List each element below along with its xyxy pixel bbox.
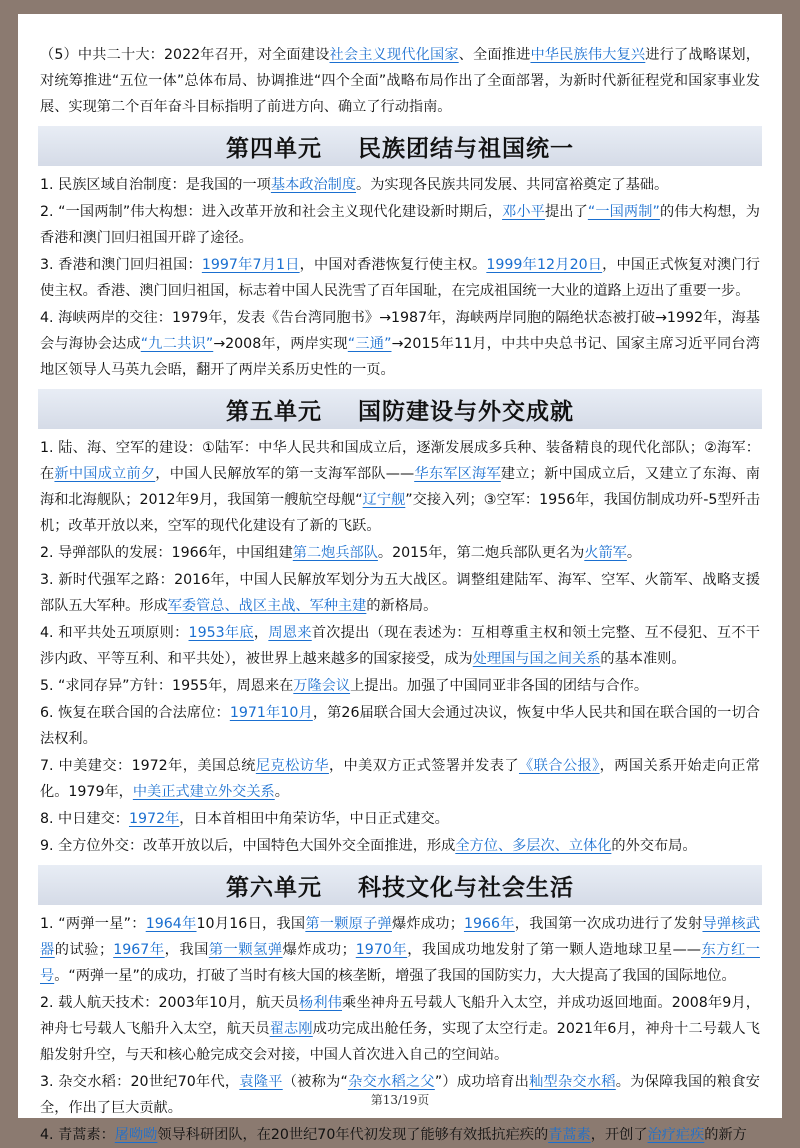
text-run: ，中国正式恢复对澳门行使主权。香港、澳门回归祖国，标志着中国人民洗雪了百年国耻，在完成祖国统一大业的道路上迈出了重要一步。	[40, 257, 760, 299]
keyword-highlight: 翟志刚	[269, 1021, 313, 1037]
text-run: ，我国成功地发射了第一颗人造地球卫星——	[407, 942, 701, 958]
text-run: 、全面推进	[458, 47, 531, 63]
text-run: ，两国关系开始走向正常化。1979年，	[40, 758, 760, 800]
text-run: 6. 恢复在联合国的合法席位：	[40, 705, 230, 721]
list-item	[40, 700, 760, 752]
page-content	[18, 14, 782, 1148]
unit-heading-band	[38, 389, 762, 429]
keyword-highlight: 第二炮兵部队	[292, 545, 378, 561]
keyword-highlight: 社会主义现代化国家	[329, 47, 459, 63]
keyword-highlight: 新中国成立前夕	[54, 466, 156, 482]
text-run: 的新方	[704, 1127, 747, 1143]
list-item	[40, 990, 760, 1068]
keyword-highlight: 屠呦呦	[114, 1127, 158, 1143]
text-run: 4. 海峡两岸的交往：1979年，发表《告台湾同胞书》→1987年，海峡两岸同胞的隔绝状态被打破→1992年，海基会与海协会达成	[40, 310, 760, 352]
text-run: 上提出。加强了中国同亚非各国的团结与合作。	[350, 678, 649, 694]
list-item	[40, 199, 760, 251]
keyword-highlight: 《联合公报》	[518, 758, 600, 774]
text-run: 成功完成出舱任务，实现了太空行走。2021年6月，神舟十二号载人飞船发射升空，与天和核心舱完成交会对接，中国人首次进入自己的空间站。	[40, 1021, 760, 1063]
keyword-highlight: 1997年7月1日	[201, 257, 300, 273]
keyword-highlight: 杨利伟	[299, 995, 343, 1011]
list-item	[40, 305, 760, 383]
keyword-highlight: 治疗疟疾	[647, 1127, 705, 1143]
unit-heading-title: 第六单元 科技文化与社会生活	[225, 873, 575, 901]
list-item	[40, 435, 760, 539]
document-page	[18, 14, 782, 1143]
text-run: ，中国人民解放军的第一支海军部队——	[155, 466, 415, 482]
text-run: 4. 青蒿素：	[40, 1127, 115, 1143]
keyword-highlight: “九二共识”	[140, 336, 214, 352]
list-item	[40, 567, 760, 619]
text-run: 。为实现各民族共同发展、共同富裕奠定了基础。	[356, 177, 669, 193]
list-item	[40, 1122, 760, 1148]
text-run: ”交接入列；③空军：1956年，我国仿制成功歼-5型歼击机；改革开放以来，空军的现代化建设有了新的飞跃。	[40, 492, 761, 534]
keyword-highlight: 青蒿素	[548, 1127, 591, 1143]
keyword-highlight: 籼型杂交水稻	[529, 1074, 616, 1090]
text-run: ”）成功培育出	[434, 1074, 530, 1090]
keyword-highlight: 全方位、多层次、立体化	[455, 838, 612, 854]
keyword-highlight: 1970年	[355, 942, 408, 958]
keyword-highlight: 辽宁舰	[362, 492, 406, 508]
text-run: ，开创了	[590, 1127, 648, 1143]
list-item	[40, 673, 760, 699]
keyword-highlight: 第一颗原子弹	[305, 916, 392, 932]
text-run: ，	[253, 625, 269, 641]
keyword-highlight: 袁隆平	[239, 1074, 283, 1090]
text-run: 1. “两弹一星”：	[40, 916, 146, 932]
text-run: 进行了战略谋划，对统筹推进“五位一体”总体布局、协调推进“四个全面”战略布局作出了全面部署，为新时代新征程党和国家事业发展、实现第二个百年奋斗目标指明了前进方向、确立了行动指南。	[40, 47, 760, 115]
keyword-highlight: 军委管总、战区主战、军种主建	[167, 598, 367, 614]
keyword-highlight: 1972年	[128, 811, 180, 827]
text-run: 。“两弹一星”的成功，打破了当时有核大国的核垄断，增强了我国的国防实力，大大提高了我国的国际地位。	[54, 968, 736, 984]
text-run: ，中国对香港恢复行使主权。	[299, 257, 487, 273]
keyword-highlight: 中美正式建立外交关系	[132, 784, 275, 800]
text-run: ，日本首相田中角荣访华，中日正式建交。	[179, 811, 449, 827]
keyword-highlight: 处理国与国之间关系	[472, 651, 601, 667]
text-run: 7. 中美建交：1972年，美国总统	[40, 758, 256, 774]
keyword-highlight: 1971年10月	[229, 705, 313, 721]
text-run: （5）中共二十大：2022年召开，对全面建设	[40, 47, 330, 63]
unit-heading-band	[38, 126, 762, 166]
text-run: 。	[274, 784, 289, 800]
keyword-highlight: “一国两制”	[587, 204, 660, 220]
list-item	[40, 833, 760, 859]
keyword-highlight: 中华民族伟大复兴	[530, 47, 646, 63]
keyword-highlight: 导弹核武器	[40, 916, 760, 958]
keyword-highlight: 1964年	[145, 916, 197, 932]
text-run: 2. “一国两制”伟大构想：进入改革开放和社会主义现代化建设新时期后，	[40, 204, 503, 220]
text-run: 1. 民族区域自治制度：是我国的一项	[40, 177, 271, 193]
text-run: （被称为“	[282, 1074, 348, 1090]
keyword-highlight: 1967年	[113, 942, 165, 958]
text-run: 的基本准则。	[600, 651, 686, 667]
keyword-highlight: 东方红一号	[40, 942, 760, 984]
text-run: 10月16日，我国	[196, 916, 306, 932]
unit-heading-band	[38, 865, 762, 905]
text-run: 3. 杂交水稻：20世纪70年代，	[40, 1074, 240, 1090]
text-run: 。2015年，第二炮兵部队更名为	[377, 545, 585, 561]
text-run: 爆炸成功；	[391, 916, 464, 932]
text-run: 领导科研团队，在20世纪70年代初发现了能够有效抵抗疟疾的	[157, 1127, 549, 1143]
keyword-highlight: 火箭军	[584, 545, 627, 561]
text-run: 的新格局。	[366, 598, 438, 614]
text-run: ，我国	[164, 942, 209, 958]
unit-heading-title: 第五单元 国防建设与外交成就	[225, 397, 575, 425]
page-number: 第13/19页	[370, 1093, 430, 1107]
text-run: 3. 新时代强军之路：2016年，中国人民解放军划分为五大战区。调整组建陆军、海军、空军、火箭军、战略支援部队五大军种。形成	[40, 572, 760, 614]
text-run: ，我国第一次成功进行了发射	[514, 916, 703, 932]
keyword-highlight: 万隆会议	[293, 678, 351, 694]
keyword-highlight: 1966年	[463, 916, 515, 932]
keyword-highlight: 邓小平	[502, 204, 545, 220]
text-run: 3. 香港和澳门回归祖国：	[40, 257, 202, 273]
text-run: 2. 载人航天技术：2003年10月，航天员	[40, 995, 299, 1011]
text-run: 首次提出（现在表述为：互相尊重主权和领土完整、互不侵犯、互不干涉内政、平等互利、和平共处），被世界上越来越多的国家接受，成为	[40, 625, 760, 667]
text-run: ，第26届联合国大会通过决议，恢复中华人民共和国在联合国的一切合法权利。	[40, 705, 760, 747]
text-run: 的伟大构想，为香港和澳门回归祖国开辟了途径。	[40, 204, 760, 246]
text-run: 。	[626, 545, 642, 561]
list-item	[40, 911, 760, 989]
text-run: 5. “求同存异”方针：1955年，周恩来在	[40, 678, 294, 694]
keyword-highlight: 华东军区海军	[414, 466, 501, 482]
text-run: 的外交布局。	[611, 838, 697, 854]
list-item	[40, 620, 760, 672]
unit-heading-title: 第四单元 民族团结与祖国统一	[225, 134, 575, 162]
text-run: →2015年11月，中共中央总书记、国家主席习近平同台湾地区领导人马英九会晤，翻开了两岸关系历史性的一页。	[40, 336, 760, 378]
text-run: 的试验；	[54, 942, 114, 958]
text-run: →2008年，两岸实现	[213, 336, 348, 352]
list-item	[40, 540, 760, 566]
text-run: ，中美双方正式签署并发表了	[328, 758, 519, 774]
keyword-highlight: 周恩来	[268, 625, 312, 641]
text-run: 9. 全方位外交：改革开放以后，中国特色大国外交全面推进，形成	[40, 838, 456, 854]
keyword-highlight: 1953年底	[188, 625, 254, 641]
text-run: 4. 和平共处五项原则：	[40, 625, 189, 641]
keyword-highlight: 杂交水稻之父	[347, 1074, 435, 1090]
list-item	[40, 252, 760, 304]
list-item	[40, 172, 760, 198]
text-run: 爆炸成功；	[282, 942, 356, 958]
keyword-highlight: 基本政治制度	[270, 177, 357, 193]
keyword-highlight: 第一颗氢弹	[208, 942, 283, 958]
text-run: 。为保障我国的粮食安全，作出了巨大贡献。	[40, 1074, 760, 1116]
text-run: 乘坐神舟五号载人飞船升入太空，并成功返回地面。2008年9月，神舟七号载人飞船升入太空，航天员	[40, 995, 760, 1037]
text-run: 2. 导弹部队的发展：1966年，中国组建	[40, 545, 293, 561]
keyword-highlight: 1999年12月20日	[486, 257, 603, 273]
keyword-highlight: 尼克松访华	[255, 758, 329, 774]
list-item	[40, 753, 760, 805]
keyword-highlight: “三通”	[347, 336, 392, 352]
text-run: 8. 中日建交：	[40, 811, 129, 827]
list-item	[40, 806, 760, 832]
text-run: 1. 陆、海、空军的建设：①陆军：中华人民共和国成立后，逐渐发展成多兵种、装备精良的现代化部队；②海军：在	[40, 440, 760, 482]
text-run: 建立；新中国成立后，又建立了东海、南海和北海舰队；2012年9月，我国第一艘航空母舰“	[40, 466, 760, 508]
list-item	[40, 42, 760, 120]
text-run: 提出了	[544, 204, 588, 220]
